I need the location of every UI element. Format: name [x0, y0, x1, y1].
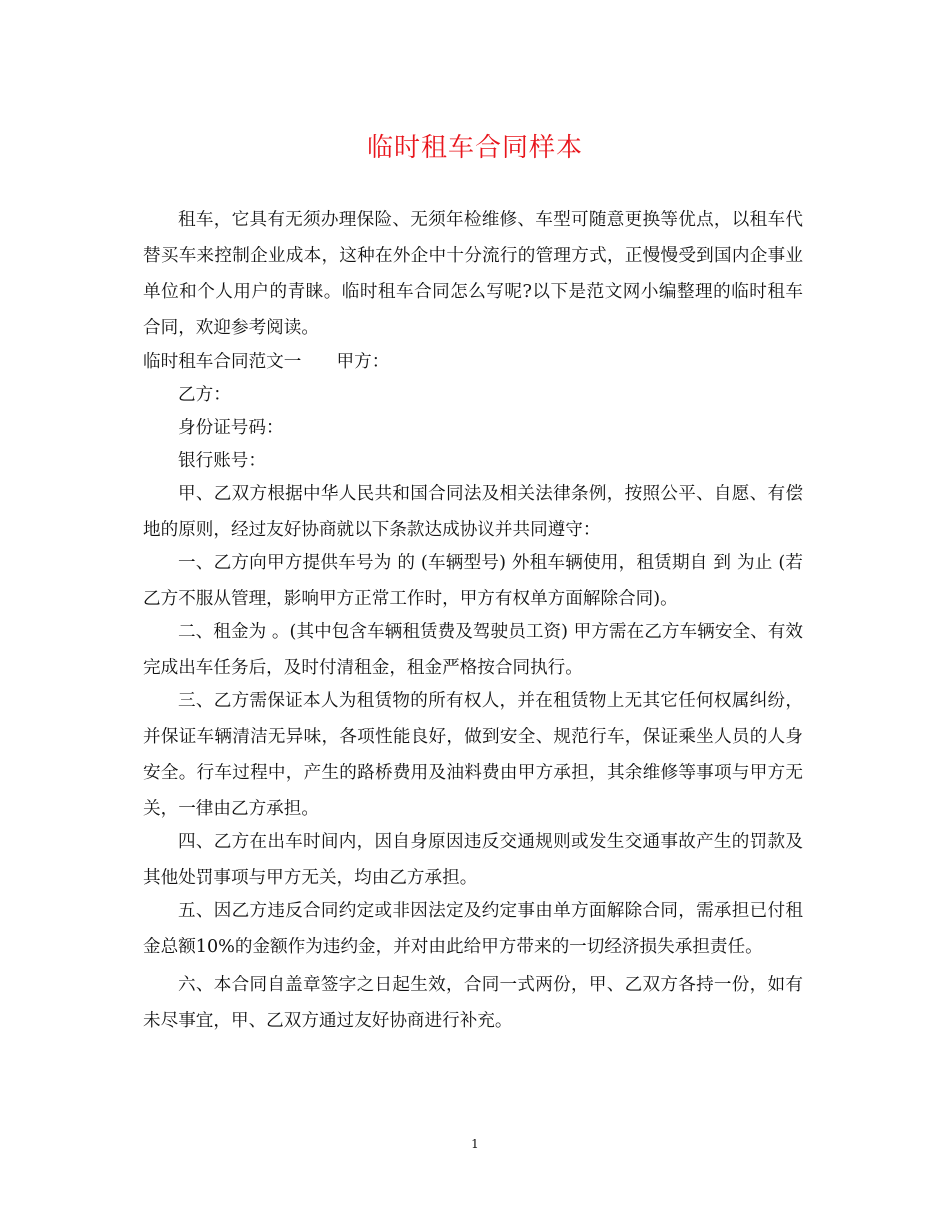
- document-body: [143, 202, 803, 1039]
- bank-account-line: 银行账号：: [178, 451, 266, 471]
- clause-3-paragraph: 三、乙方需保证本人为租赁物的所有权人，并在租赁物上无其它任何权属纠纷，并保证车辆清洁无异味，各项性能良好，做到安全、规范行车，保证乘坐人员的人身安全。行车过程中，产生的路桥费用及油料费由甲方承担，其余维修等事项与甲方无关，一律由乙方承担。: [143, 691, 803, 819]
- preamble-paragraph: 甲、乙双方根据中华人民共和国合同法及相关法律条例，按照公平、自愿、有偿地的原则，经过友好协商就以下条款达成协议并共同遵守：: [143, 484, 803, 540]
- id-number-line: 身份证号码：: [178, 418, 284, 438]
- intro-paragraph: 租车，它具有无须办理保险、无须年检维修、车型可随意更换等优点，以租车代替买车来控制企业成本，这种在外企中十分流行的管理方式，正慢慢受到国内企事业单位和个人用户的青睐。临时租车合同怎么写呢?以下是范文网小编整理的临时租车合同，欢迎参考阅读。: [143, 210, 803, 338]
- party-b-line: 乙方：: [178, 385, 231, 405]
- page-number: 1: [471, 1137, 479, 1151]
- clause-4-paragraph: 四、乙方在出车时间内，因自身原因违反交通规则或发生交通事故产生的罚款及其他处罚事项与甲方无关，均由乙方承担。: [143, 832, 803, 888]
- clause-2-paragraph: 二、租金为 。(其中包含车辆租赁费及驾驶员工资) 甲方需在乙方车辆安全、有效完成出车任务后，及时付清租金，租金严格按合同执行。: [143, 622, 803, 678]
- document-title: 临时租车合同样本: [366, 133, 583, 163]
- sample-heading-line: 临时租车合同范文一 甲方：: [143, 352, 390, 372]
- clause-5-paragraph: 五、因乙方违反合同约定或非因法定及约定事由单方面解除合同，需承担已付租金总额10%的金额作为违约金，并对由此给甲方带来的一切经济损失承担责任。: [143, 901, 803, 957]
- clause-1-paragraph: 一、乙方向甲方提供车号为 的 (车辆型号) 外租车辆使用，租赁期自 到 为止 (若乙方不服从管理，影响甲方正常工作时，甲方有权单方面解除合同)。: [143, 553, 803, 609]
- clause-6-paragraph: 六、本合同自盖章签字之日起生效，合同一式两份，甲、乙双方各持一份，如有未尽事宜，甲、乙双方通过友好协商进行补充。: [143, 975, 803, 1031]
